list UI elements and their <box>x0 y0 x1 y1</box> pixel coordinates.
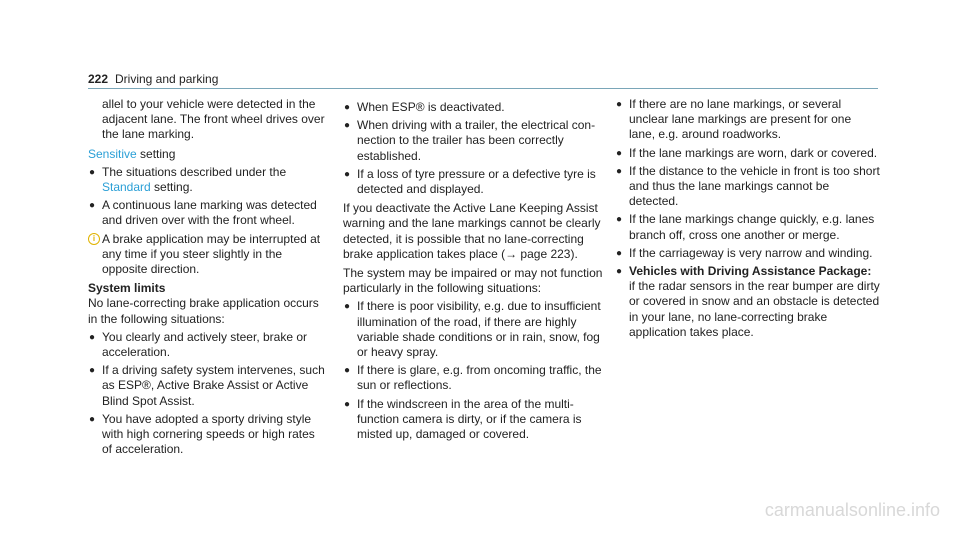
list-item: ● If the windscreen in the area of the multifunction camera is dirty, or if the camera is misted up, damaged or covered. <box>344 396 582 442</box>
sensitive-link[interactable]: Sensitive <box>88 146 137 161</box>
bullet-icon: ● <box>616 266 623 278</box>
setting-heading: Sensitive setting <box>88 146 176 161</box>
list-item: ● The situations described under the Standard setting. <box>89 164 287 195</box>
continued-text: allel to your vehicle were detected in the adjacent lane. The front wheel drives over the lane marking. <box>102 97 325 142</box>
list-item: ● If the lane markings change quickly, e.g. lanes branch off, cross one another or merge. <box>616 212 875 242</box>
list-item: ● You clearly and actively steer, brake or acceleration. <box>89 329 308 360</box>
bullet-icon: ● <box>616 147 623 159</box>
limits-list <box>88 330 328 458</box>
standard-link[interactable]: Standard <box>102 180 151 195</box>
list-item: ● If a loss of tyre pressure or a defective tyre is detected and displayed. <box>344 166 596 197</box>
impairment-list-continued <box>615 97 880 340</box>
page-header <box>88 72 878 89</box>
list-item: ● If there are no lane markings, or several unclear lane markings are present for one lane, e.g. around roadworks. <box>616 97 852 142</box>
bullet-icon: ● <box>344 168 351 180</box>
bullet-icon: ● <box>616 99 623 110</box>
list-item: ● If there is poor visibility, e.g. due to insufficient illumination of the road, if there are highly variable shade conditions or in rain, snow, fog or heavy spray. <box>344 299 601 360</box>
bullet-icon: ● <box>344 398 351 410</box>
paragraph: If you deactivate the Active Lane Keeping Assist warning and the lane markings cannot be clearly detected, it is possible that no lane-correcting brake application takes place (→ page 223). <box>343 201 601 261</box>
bullet-icon: ● <box>89 200 96 212</box>
bullet-icon: ● <box>89 331 96 343</box>
section-heading: System limits <box>88 281 166 296</box>
page-number: 222 <box>88 72 109 86</box>
list-item: ● Vehicles with Driving Assistance Package: if the radar sensors in the rear bumper are dirty or covered in snow and an obstacle is detected in your lane, no lane-correcting brake application takes place. <box>616 264 880 339</box>
list-item: ● A continuous lane marking was detected and driven over with the front wheel. <box>89 198 317 228</box>
list-item: ● When driving with a trailer, the electrical connection to the trailer has been correctly established. <box>344 118 596 163</box>
list-item: ● If there is glare, e.g. from oncoming traffic, the sun or reflections. <box>344 363 602 393</box>
bullet-icon: ● <box>616 214 623 226</box>
list-item: ● You have adopted a sporty driving style with high cornering speeds or high rates of acceleration. <box>89 411 315 457</box>
list-item: ● If the carriageway is very narrow and winding. <box>616 245 873 260</box>
bullet-icon: ● <box>89 413 96 425</box>
list-item: ● If a driving safety system intervenes, such as ESP®, Active Brake Assist or Active Blind Spot Assist. <box>89 363 325 408</box>
bullet-icon: ● <box>344 120 351 132</box>
paragraph: The system may be impaired or may not function particularly in the following situations: <box>343 266 603 296</box>
info-note: i A brake application may be interrupted at any time if you steer slightly in the opposite direction. <box>88 232 328 278</box>
bullet-icon: ● <box>344 102 351 113</box>
bullet-icon: ● <box>344 301 351 313</box>
impairment-list <box>343 299 605 442</box>
limits-list-continued <box>343 100 605 197</box>
list-item: ● When ESP® is deactivated. <box>344 100 505 114</box>
bullet-icon: ● <box>89 365 96 377</box>
info-icon: i <box>88 233 100 245</box>
bullet-icon: ● <box>344 365 351 377</box>
section-title: Driving and parking <box>115 72 219 86</box>
watermark: carmanualsonline.info <box>764 500 940 520</box>
bullet-icon: ● <box>89 166 96 178</box>
column-3 <box>615 97 880 340</box>
list-item: ● If the distance to the vehicle in front is too short and thus the lane markings cannot be detected. <box>616 163 880 209</box>
list-item: ● If the lane markings are worn, dark or covered. <box>616 145 878 160</box>
bullet-icon: ● <box>616 247 623 259</box>
intro-text: No lane-correcting brake application occurs in the following situations: <box>88 296 319 326</box>
bullet-icon: ● <box>616 165 623 177</box>
column-2 <box>343 97 605 442</box>
sensitive-list <box>88 165 328 229</box>
column-1 <box>88 97 328 457</box>
